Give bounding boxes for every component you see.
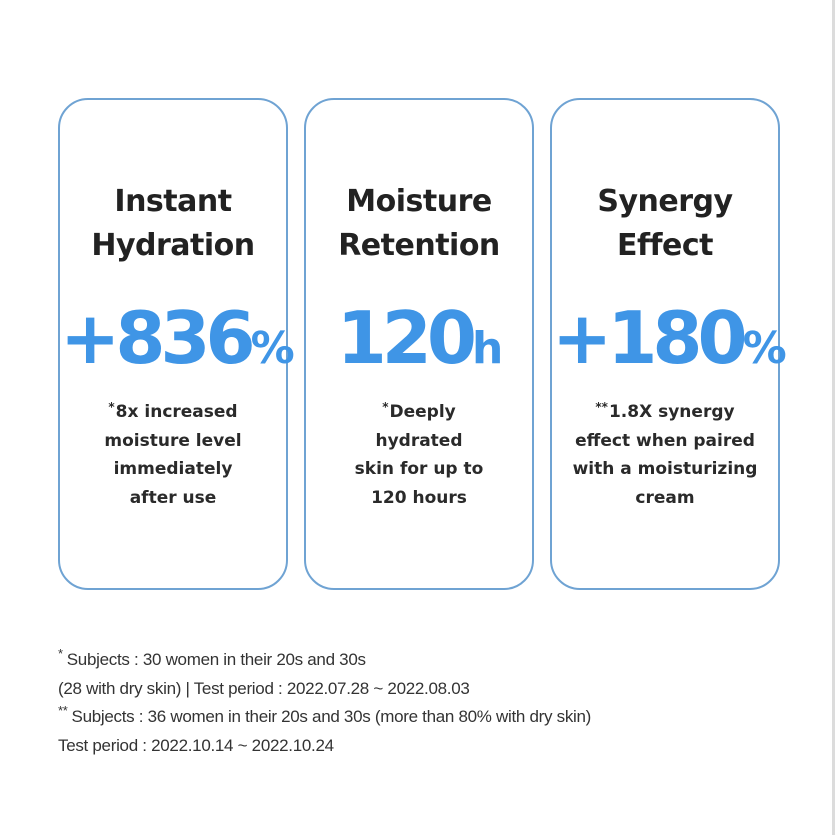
desc-line: moisture level [104, 430, 242, 451]
benefit-cards [58, 98, 785, 590]
card-title-line: Effect [616, 228, 714, 263]
stat-unit: h [471, 323, 502, 374]
stat-value: 120 [336, 296, 472, 380]
desc-line: hydrated [375, 430, 463, 451]
footnote-2-line-1 [58, 703, 591, 732]
card-title [552, 180, 778, 268]
stat-value: +836 [60, 296, 251, 380]
card-description [70, 398, 276, 512]
footnote-marker: * [58, 646, 63, 661]
stat-value: +180 [552, 296, 743, 380]
card-description [316, 398, 522, 512]
card-title-line: Hydration [91, 228, 255, 263]
desc-line: with a moisturizing [572, 459, 758, 479]
desc-line: cream [635, 487, 695, 508]
card-description [562, 398, 768, 512]
footnote-2-line-2: Test period : 2022.10.14 ~ 2022.10.24 [58, 735, 334, 755]
card-title-line: Retention [338, 228, 500, 263]
card-title-line: Synergy [597, 184, 733, 219]
card-stat [306, 296, 532, 391]
footnote-1-line-2: (28 with dry skin) | Test period : 2022.07.28 ~ 2022.08.03 [58, 678, 470, 698]
card-title [306, 180, 532, 268]
desc-line: effect when paired [575, 430, 755, 451]
card-title-line: Instant [114, 184, 232, 219]
footnote-1-line-1 [58, 646, 591, 675]
stat-unit: % [250, 323, 293, 374]
desc-line: 1.8X synergy [608, 402, 735, 422]
desc-line: skin for up to [354, 459, 484, 479]
card-instant-hydration [58, 98, 293, 590]
card-title [60, 180, 286, 268]
card-title-line: Moisture [346, 184, 492, 219]
footnotes [58, 646, 591, 760]
footnote-marker: * [108, 400, 115, 414]
stat-unit: % [742, 323, 785, 374]
card-stat [552, 296, 785, 391]
desc-line: 120 hours [371, 487, 467, 508]
footnote-text: Subjects : 36 women in their 20s and 30s (more than 80% with dry skin) [71, 707, 592, 726]
card-stat [60, 296, 293, 391]
footnote-marker: * [382, 400, 389, 414]
footnote-text: Subjects : 30 women in their 20s and 30s [66, 650, 366, 669]
footnote-marker: ** [595, 400, 608, 414]
card-moisture-retention [304, 98, 534, 590]
desc-line: after use [129, 487, 217, 508]
footnote-marker: ** [58, 703, 68, 718]
card-synergy-effect [550, 98, 785, 590]
desc-line: 8x increased [115, 402, 238, 422]
desc-line: immediately [113, 459, 233, 479]
desc-line: Deeply [389, 402, 456, 422]
